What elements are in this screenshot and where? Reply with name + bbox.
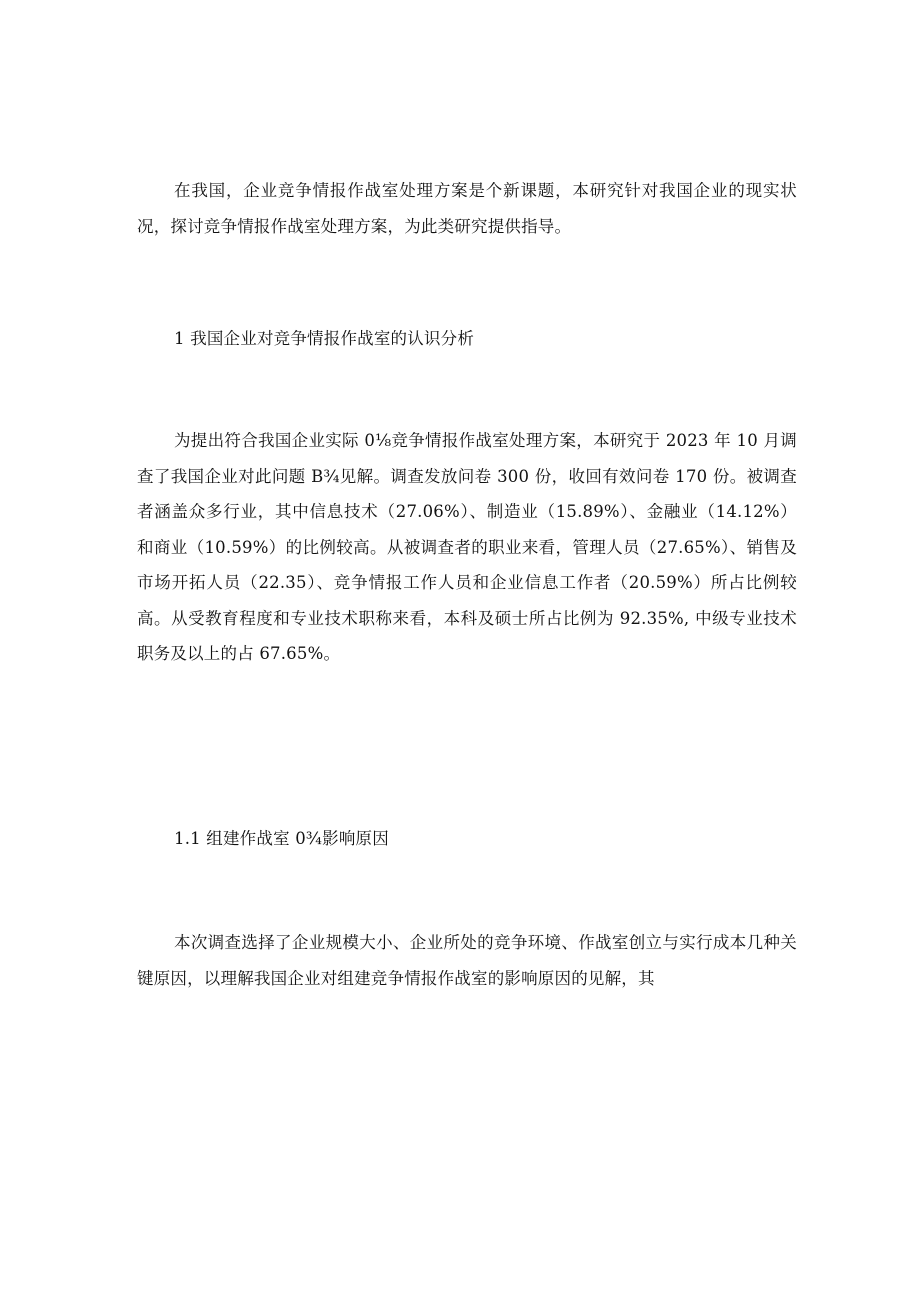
section-heading-1-1: 1.1 组建作战室 0¾影响原因 [174, 829, 389, 848]
intro-paragraph: 在我国，企业竞争情报作战室处理方案是个新课题，本研究针对我国企业的现实状况，探讨竞争情报作战室处理方案，为此类研究提供指导。 [137, 181, 797, 236]
survey-paragraph: 为提出符合我国企业实际 0⅛竞争情报作战室处理方案，本研究于 2023 年 10 月调查了我国企业对此问题 B¾见解。调查发放问卷 300 份，收回有效问卷 170 份。被调查者涵盖众多行业，其中信息技术（27.06%）、制造业（15.89%）、金融业（14.12%）和商业（10.59%）的比例较高。从被调查者的职业来看，管理人员（27.65%）、销售及市场开拓人员（22.35）、竞争情报工作人员和企业信息工作者（20.59%）所占比例较高。从受教育程度和专业技术职称来看，本科及硕士所占比例为 92.35%, 中级专业技术职务及以上的占 67.65%。 [137, 431, 797, 663]
factors-paragraph: 本次调查选择了企业规模大小、企业所处的竞争环境、作战室创立与实行成本几种关键原因，以理解我国企业对组建竞争情报作战室的影响原因的见解，其 [137, 933, 797, 988]
section-heading-1: 1 我国企业对竞争情报作战室的认识分析 [174, 329, 475, 348]
